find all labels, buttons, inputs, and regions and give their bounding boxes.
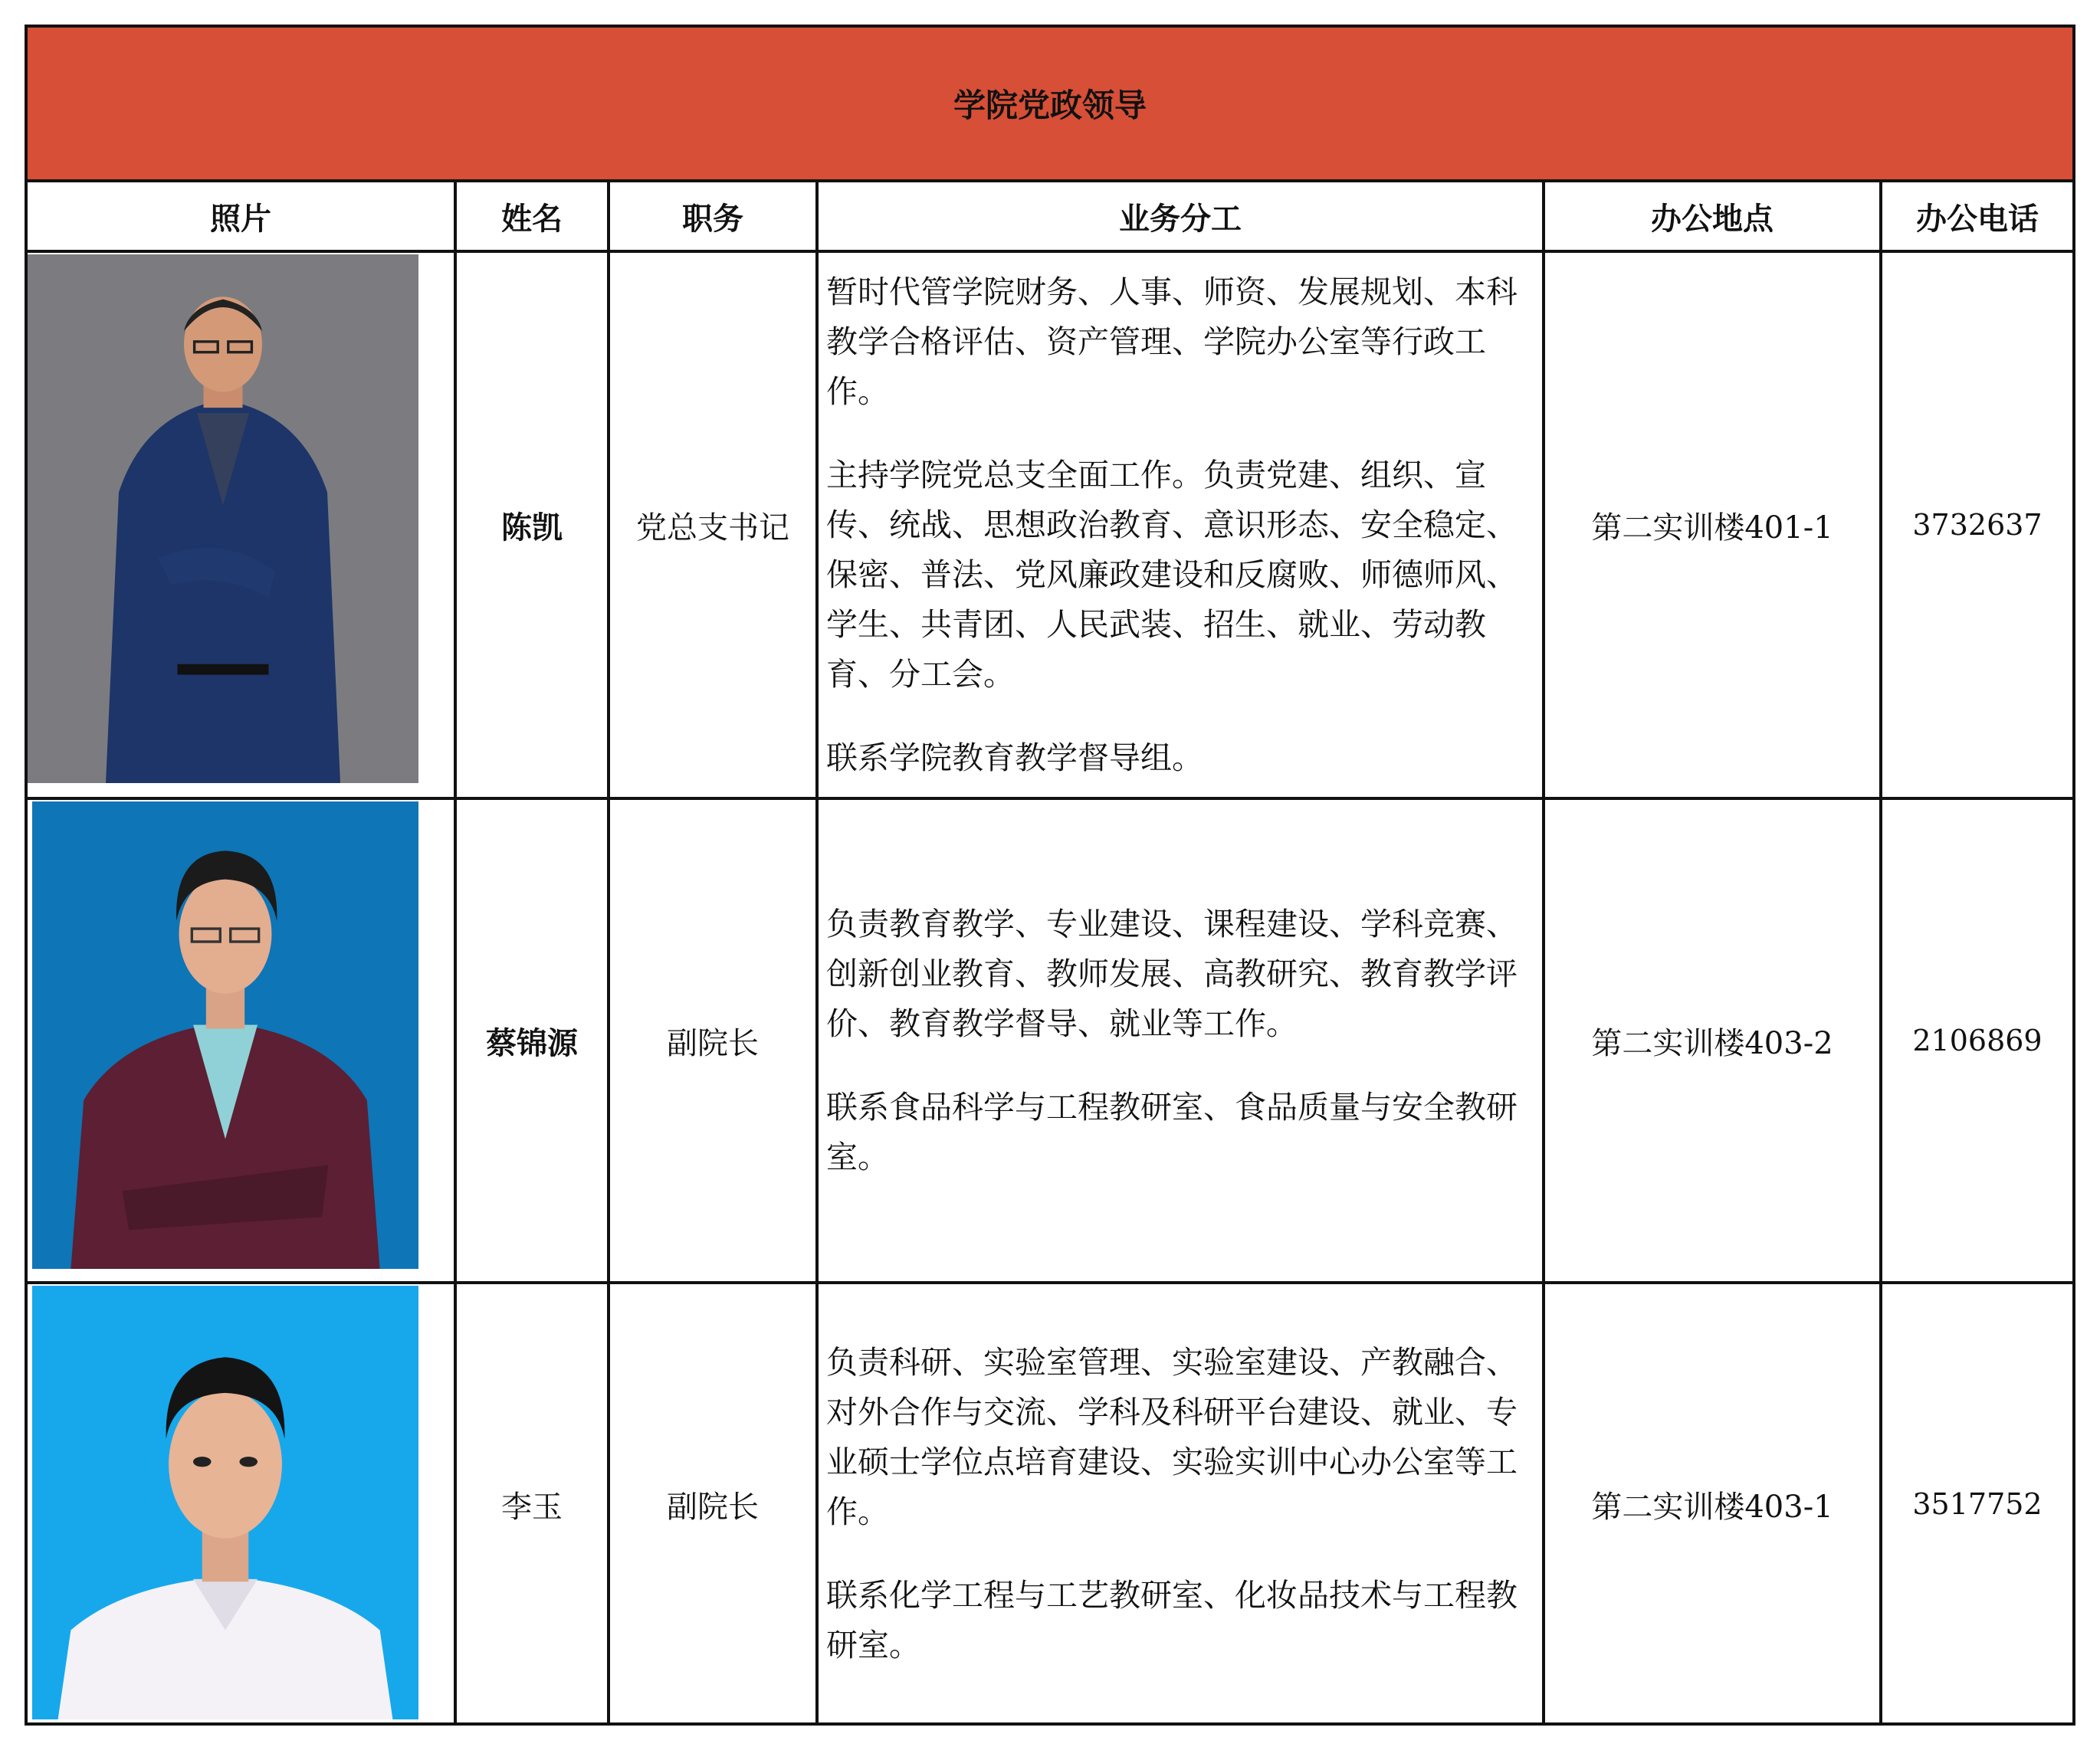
column-header-photo: 照片 [28, 182, 455, 251]
office-phone: 3732637 [1881, 251, 2072, 798]
office-location: 第二实训楼403-1 [1544, 1283, 1881, 1724]
table-row [28, 1283, 2072, 1724]
duties-paragraph: 主持学院党总支全面工作。负责党建、组织、宣传、统战、思想政治教育、意识形态、安全稳定、保密、普法、党风廉政建设和反腐败、师德师风、学生、共青团、人民武装、招生、就业、劳动教育、分工会。 [826, 456, 1518, 693]
table-title: 学院党政领导 [953, 87, 1147, 124]
office-phone: 2106869 [1881, 798, 2072, 1283]
leader-duties [817, 1283, 1544, 1724]
column-header-phone: 办公电话 [1881, 182, 2072, 251]
table-row [28, 798, 2072, 1283]
duties-paragraph: 联系化学工程与工艺教研室、化妆品技术与工程教研室。 [826, 1577, 1518, 1663]
duties-paragraph: 负责教育教学、专业建设、课程建设、学科竞赛、创新创业教育、教师发展、高教研究、教育教学评价、教育教学督导、就业等工作。 [826, 905, 1518, 1042]
duties-paragraph: 负责科研、实验室管理、实验室建设、产教融合、对外合作与交流、学科及科研平台建设、就业、专业硕士学位点培育建设、实验实训中心办公室等工作。 [826, 1344, 1518, 1530]
portrait-photo [32, 801, 418, 1269]
photo-cell [28, 798, 455, 1283]
photo-cell [28, 251, 455, 798]
column-header-position: 职务 [609, 182, 817, 251]
office-phone: 3517752 [1881, 1283, 2072, 1724]
office-location: 第二实训楼403-2 [1544, 798, 1881, 1283]
leader-position: 副院长 [609, 1283, 817, 1724]
leaders-grid [28, 182, 2072, 1724]
table-row [28, 251, 2072, 798]
portrait-photo [32, 1286, 418, 1719]
duties-paragraph: 暂时代管学院财务、人事、师资、发展规划、本科教学合格评估、资产管理、学院办公室等行政工作。 [826, 273, 1518, 410]
leader-name: 李玉 [455, 1283, 609, 1724]
photo-cell [28, 1283, 455, 1724]
header-row [28, 182, 2072, 251]
leader-position: 副院长 [609, 798, 817, 1283]
leadership-table [25, 25, 2075, 1726]
leader-position: 党总支书记 [609, 251, 817, 798]
column-header-office: 办公地点 [1544, 182, 1881, 251]
leader-duties [817, 251, 1544, 798]
duties-paragraph: 联系学院教育教学督导组。 [826, 739, 1203, 776]
duties-paragraph: 联系食品科学与工程教研室、食品质量与安全教研室。 [826, 1088, 1518, 1175]
leader-duties [817, 798, 1544, 1283]
column-header-duties: 业务分工 [817, 182, 1544, 251]
leader-name: 陈凯 [455, 251, 609, 798]
column-header-name: 姓名 [455, 182, 609, 251]
leader-name: 蔡锦源 [455, 798, 609, 1283]
portrait-photo [28, 254, 418, 783]
title-bar [28, 28, 2072, 182]
office-location: 第二实训楼401-1 [1544, 251, 1881, 798]
